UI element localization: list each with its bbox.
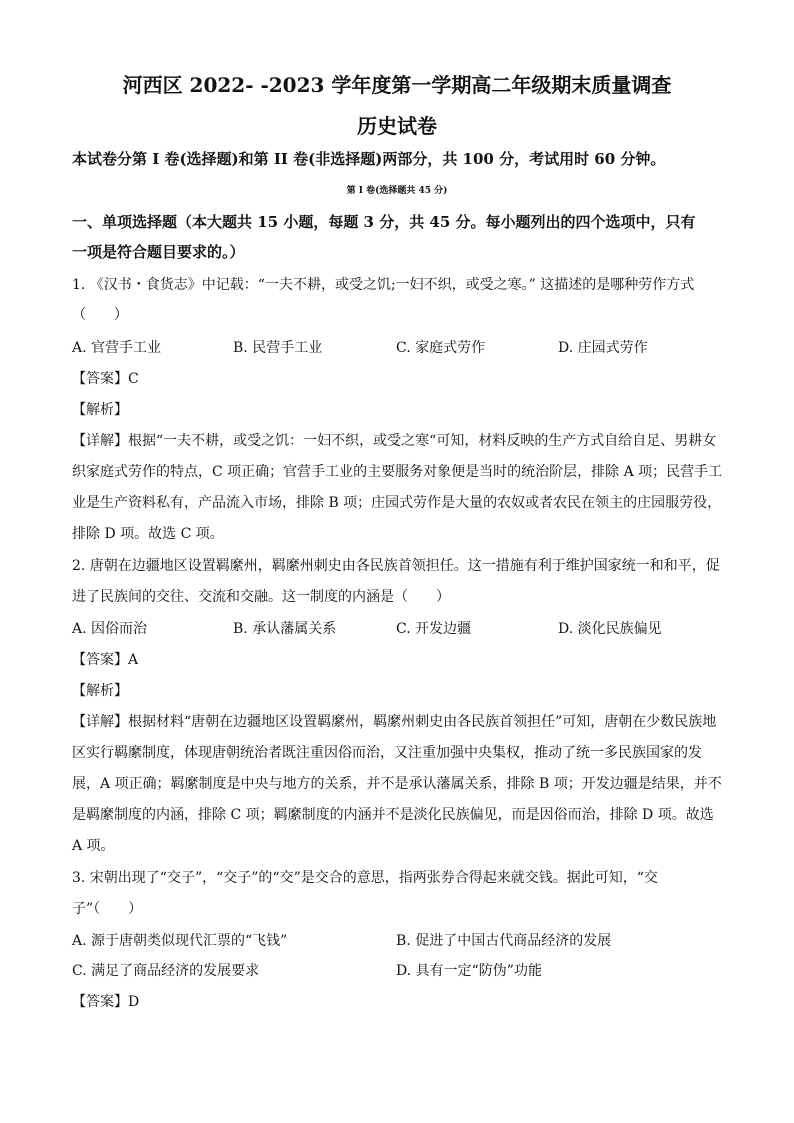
q1-analysis-label: 【解析】 xyxy=(72,402,128,418)
q2-stem-line-2: 进了民族间的交往、交流和交融。这一制度的内涵是（ ） xyxy=(72,589,450,605)
q3-stem-line-1: 3. 宋朝出现了“交子”，“交子”的“交”是交合的意思，指两张券合得起来就交钱。据此可知，“交 xyxy=(72,870,658,886)
q2-detail-line-2: 区实行羁縻制度，体现唐朝统治者既注重因俗而治，又注重加强中央集权，推动了统一多民族国家的发 xyxy=(72,745,702,761)
q1-stem-line-2: （ ） xyxy=(72,307,128,323)
q1-option-c: C. 家庭式劳作 xyxy=(396,340,486,356)
section-title: 第 I 卷(选择题共 45 分) xyxy=(346,186,448,196)
q3-option-a: A. 源于唐朝类似现代汇票的“飞钱” xyxy=(72,933,288,949)
q1-stem-line-1: 1. 《汉书・食货志》中记载：“一夫不耕，或受之饥;一妇不织，或受之寒。” 这描述的是哪种劳作方式 xyxy=(72,277,695,293)
q1-detail-line-1: 【详解】根据“一夫不耕，或受之饥：一妇不织，或受之寒“可知，材料反映的生产方式自给自足、男耕女 xyxy=(72,433,717,449)
q2-stem-line-1: 2. 唐朝在边疆地区设置羁縻州，羁縻州刺史由各民族首领担任。这一措施有利于维护国家统一和和平，促 xyxy=(72,558,720,574)
exam-intro: 本试卷分第 I 卷(选择题)和第 II 卷(非选择题)两部分，共 100 分，考试用时 60 分钟。 xyxy=(72,150,666,168)
q2-answer: 【答案】A xyxy=(72,652,139,668)
section-instruction-line-1: 一、单项选择题（本大题共 15 小题，每题 3 分，共 45 分。每小题列出的四个选项中，只有 xyxy=(72,213,696,231)
q2-detail-line-1: 【详解】根据材料“唐朝在边疆地区设置羁縻州，羁縻州刺史由各民族首领担任”可知，唐朝在少数民族地 xyxy=(72,714,717,730)
section-instruction-line-2: 一项是符合题目要求的。） xyxy=(72,243,245,261)
q3-option-d: D. 具有一定“防伪”功能 xyxy=(396,963,542,979)
q3-stem-line-2: 子”（ ） xyxy=(72,901,143,917)
q3-option-b: B. 促进了中国古代商品经济的发展 xyxy=(396,933,612,949)
q1-option-a: A. 官营手工业 xyxy=(72,340,162,356)
q1-detail-line-2: 织家庭式劳作的特点，C 项正确；官营手工业的主要服务对象便是当时的统治阶层，排除 A 项；民营手工 xyxy=(72,464,723,480)
q2-detail-line-5: A 项。 xyxy=(72,838,115,854)
q1-option-b: B. 民营手工业 xyxy=(233,340,323,356)
q3-answer: 【答案】D xyxy=(72,994,140,1010)
q2-detail-line-3: 展，A 项正确；羁縻制度是中央与地方的关系，并不是承认藩属关系，排除 B 项；开发边疆是结果，并不 xyxy=(72,776,722,792)
q2-option-c: C. 开发边疆 xyxy=(396,621,472,637)
q2-detail-line-4: 是羁縻制度的内涵，排除 C 项；羁縻制度的内涵并不是淡化民族偏见，而是因俗而治，排除 D 项。故选 xyxy=(72,807,714,823)
q1-answer: 【答案】C xyxy=(72,371,139,387)
q1-detail-line-3: 业是生产资料私有，产品流入市场，排除 B 项；庄园式劳作是大量的农奴或者农民在领主的庄园服劳役， xyxy=(72,495,722,511)
q2-analysis-label: 【解析】 xyxy=(72,683,128,699)
exam-title: 河西区 2022- -2023 学年度第一学期高二年级期末质量调查 xyxy=(122,73,672,97)
exam-subtitle: 历史试卷 xyxy=(357,114,437,138)
q1-option-d: D. 庄园式劳作 xyxy=(558,340,648,356)
q3-option-c: C. 满足了商品经济的发展要求 xyxy=(72,963,260,979)
q2-option-d: D. 淡化民族偏见 xyxy=(558,621,662,637)
q1-detail-line-4: 排除 D 项。故选 C 项。 xyxy=(72,526,224,542)
q2-option-a: A. 因俗而治 xyxy=(72,621,148,637)
q2-option-b: B. 承认藩属关系 xyxy=(233,621,337,637)
